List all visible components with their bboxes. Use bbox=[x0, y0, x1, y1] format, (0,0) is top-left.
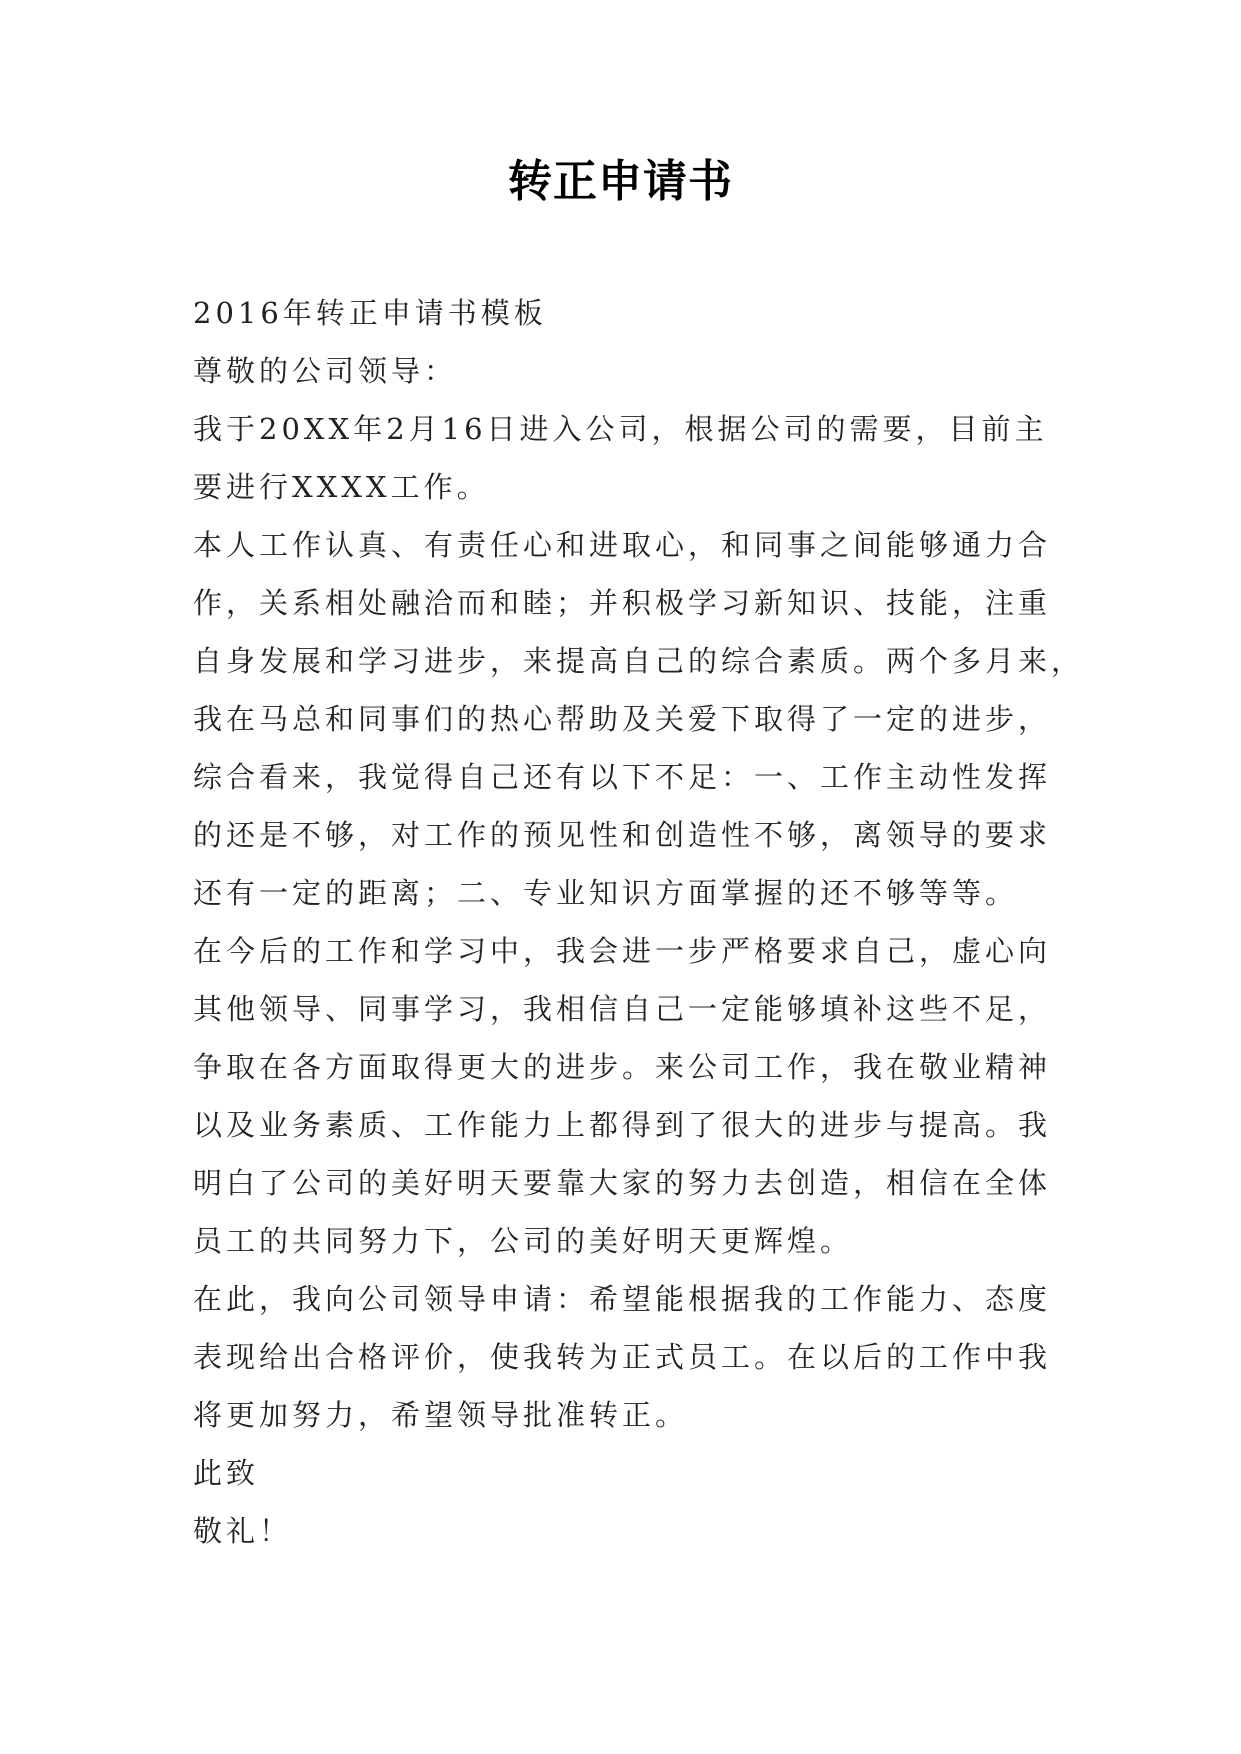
body-line: 的还是不够，对工作的预见性和创造性不够，离领导的要求 bbox=[193, 818, 1052, 852]
subtitle-line: 2016年转正申请书模板 bbox=[193, 296, 547, 330]
body-line: 表现给出合格评价，使我转为正式员工。在以后的工作中我 bbox=[193, 1340, 1052, 1374]
body-line: 要进行XXXX工作。 bbox=[193, 470, 490, 504]
body-line: 在今后的工作和学习中，我会进一步严格要求自己，虚心向 bbox=[193, 934, 1052, 968]
body-line: 本人工作认真、有责任心和进取心，和同事之间能够通力合 bbox=[193, 528, 1052, 562]
body-line: 作，关系相处融洽而和睦；并积极学习新知识、技能，注重 bbox=[193, 586, 1052, 620]
body-line: 将更加努力，希望领导批准转正。 bbox=[193, 1398, 689, 1432]
body-line: 综合看来，我觉得自己还有以下不足：一、工作主动性发挥 bbox=[193, 760, 1052, 794]
regards-line: 敬礼！ bbox=[193, 1514, 293, 1548]
body-line: 争取在各方面取得更大的进步。来公司工作，我在敬业精神 bbox=[193, 1050, 1052, 1084]
salutation-line: 尊敬的公司领导： bbox=[193, 354, 458, 388]
body-line: 明白了公司的美好明天要靠大家的努力去创造，相信在全体 bbox=[193, 1166, 1052, 1200]
body-line: 以及业务素质、工作能力上都得到了很大的进步与提高。我 bbox=[193, 1108, 1052, 1142]
body-line: 其他领导、同事学习，我相信自己一定能够填补这些不足， bbox=[193, 992, 1052, 1026]
body-line: 我于20XX年2月16日进入公司，根据公司的需要，目前主 bbox=[193, 412, 1048, 446]
body-line: 自身发展和学习进步，来提高自己的综合素质。两个多月来， bbox=[193, 644, 1085, 678]
body-line: 我在马总和同事们的热心帮助及关爱下取得了一定的进步， bbox=[193, 702, 1052, 736]
closing-line: 此致 bbox=[193, 1456, 260, 1490]
document-body bbox=[193, 284, 1085, 1560]
body-line: 还有一定的距离；二、专业知识方面掌握的还不够等等。 bbox=[193, 876, 1019, 910]
body-line: 员工的共同努力下，公司的美好明天更辉煌。 bbox=[193, 1224, 854, 1258]
document-title: 转正申请书 bbox=[508, 156, 733, 207]
body-line: 在此，我向公司领导申请：希望能根据我的工作能力、态度 bbox=[193, 1282, 1052, 1316]
